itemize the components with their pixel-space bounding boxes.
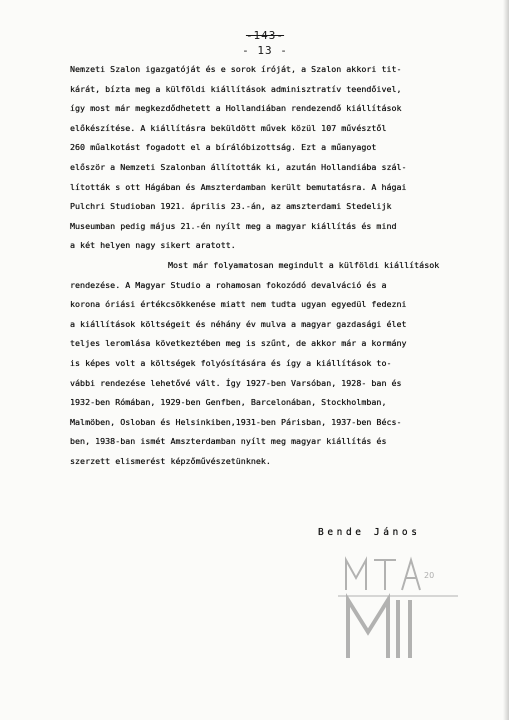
text-line: 260 műalkotást fogadott el a bírálóbizottság. Ezt a műanyagot — [70, 142, 377, 153]
text-line: szerzett elismerést képzőművészetünknek. — [70, 455, 271, 466]
svg-text:20: 20 — [424, 571, 435, 580]
signature: Bende János — [318, 527, 421, 538]
text-line: Nemzeti Szalon igazgatóját és e sorok íróját, a Szalon akkori tit- — [70, 64, 402, 74]
text-line: Most már folyamatosan megindult a külföldi kiállítások — [168, 259, 440, 270]
page-edge-shadow — [503, 0, 509, 720]
paragraph-2 — [70, 256, 500, 472]
body-text — [70, 60, 500, 471]
handwritten-page-number: -143- — [245, 29, 285, 42]
text-line: előkészítése. A kiállításra beküldött művek közül 107 művésztől — [70, 122, 387, 133]
text-line: lították s ott Hágában és Amszterdamban került bemutatásra. A hágai — [70, 181, 407, 192]
text-line: Museumban pedig május 21.-én nyílt meg a magyar kiállítás és mind — [70, 220, 397, 231]
text-line: vábbi rendezése lehetővé vált. Így 1927-ben Varsóban, 1928- ban és — [70, 377, 402, 388]
text-line: rendezése. A Magyar Studio a rohamosan fokozódó devalváció és a — [70, 279, 387, 290]
text-line: ben, 1938-ban ismét Amszterdamban nyílt meg magyar kiállítás és — [70, 436, 387, 447]
text-line: először a Nemzeti Szalonban állították ki, azután Hollandiába szál- — [70, 161, 407, 172]
text-line: a két helyen nagy sikert aratott. — [70, 240, 236, 251]
text-line: 1932-ben Rómában, 1929-ben Genfben, Barcelonában, Stockholmban, — [70, 397, 387, 408]
page-numbers — [230, 28, 300, 58]
text-line: is képes volt a költségek folyósítására és így a kiállítások to- — [70, 357, 392, 368]
text-line: korona óriási értékcsökkenése miatt nem tudta ugyan egyedül fedezni — [70, 299, 407, 310]
mta-watermark-logo — [338, 548, 458, 668]
text-line: kárát, bízta meg a külföldi kiállítások adminisztratív teendőivel, — [70, 83, 402, 94]
text-line: így most már megkezdődhetett a Hollandiában rendezendő kiállítások — [70, 103, 402, 114]
paragraph-1 — [70, 60, 500, 256]
text-line: Malmöben, Osloban és Helsinkiben,1931-ben Párisban, 1937-ben Bécs- — [70, 416, 402, 427]
text-line: a kiállítások költségeit és néhány év mulva a magyar gazdasági élet — [70, 318, 407, 329]
text-line: teljes leromlása következtében meg is szűnt, de akkor már a kormány — [70, 338, 407, 349]
text-line: Pulchri Studioban 1921. április 23.-án, az amszterdami Stedelijk — [70, 201, 392, 212]
typed-page-number: - 13 - — [242, 44, 288, 57]
